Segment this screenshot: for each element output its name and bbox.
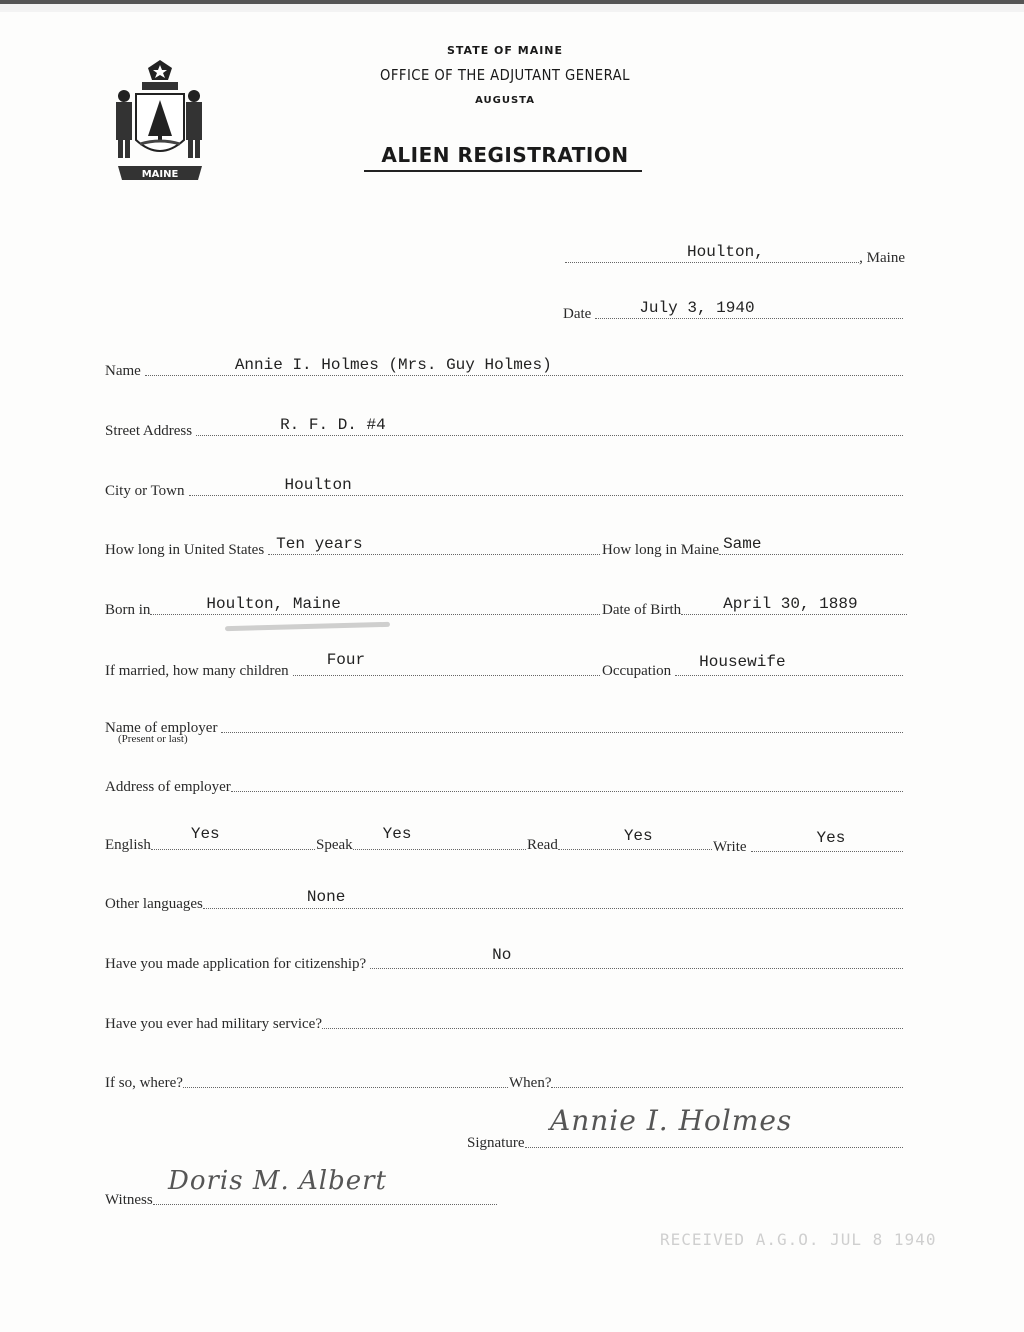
write-label: Write (713, 839, 747, 855)
city-value: Houlton (284, 476, 352, 494)
witness-value: Doris M. Albert (168, 1166, 388, 1196)
citizenship-label: Have you made application for citizenship? (105, 956, 367, 972)
date-of-birth-field[interactable] (602, 595, 907, 618)
children-value: Four (326, 651, 366, 669)
name-label: Name (105, 363, 141, 379)
when-field[interactable] (509, 1071, 903, 1091)
header-city: AUGUSTA (475, 95, 535, 106)
military-field[interactable] (105, 1012, 903, 1032)
citizenship-field[interactable] (105, 946, 903, 972)
english-label: English (105, 837, 151, 853)
scan-strip (0, 4, 1024, 12)
occupation-label: Occupation (602, 663, 672, 679)
received-stamp: RECEIVED A.G.O. JUL 8 1940 (660, 1230, 937, 1249)
place-suffix: , Maine (859, 250, 905, 266)
street-address-value: R. F. D. #4 (280, 416, 386, 434)
english-value: Yes (190, 825, 220, 843)
speak-label: Speak (316, 837, 353, 853)
speak-value: Yes (382, 825, 412, 843)
city-field[interactable] (105, 476, 903, 499)
date-value: July 3, 1940 (639, 299, 755, 317)
citizenship-value: No (492, 946, 512, 964)
how-long-us-label: How long in United States (105, 542, 265, 558)
date-of-birth-label: Date of Birth (602, 602, 682, 618)
name-value: Annie I. Holmes (Mrs. Guy Holmes) (234, 356, 552, 374)
read-field[interactable] (527, 827, 712, 853)
children-label: If married, how many children (105, 663, 289, 679)
employer-address-label: Address of employer (105, 779, 231, 795)
date-of-birth-value: April 30, 1889 (723, 595, 858, 613)
street-address-label: Street Address (105, 423, 193, 439)
how-long-maine-value: Same (723, 535, 762, 553)
employer-name-label: Name of employer (105, 720, 218, 736)
occupation-field[interactable] (602, 653, 903, 679)
where-field[interactable] (105, 1071, 508, 1091)
occupation-value: Housewife (699, 653, 786, 671)
place-value: Houlton, (687, 243, 764, 261)
read-value: Yes (623, 827, 653, 845)
how-long-maine-label: How long in Maine (602, 542, 720, 558)
state-seal-icon (108, 58, 212, 184)
form-title: ALIEN REGISTRATION (381, 143, 629, 167)
title-underline (364, 170, 642, 172)
employer-name-sublabel: (Present or last) (118, 733, 188, 745)
date-field[interactable] (563, 299, 903, 322)
where-label: If so, where? (105, 1075, 183, 1091)
city-label: City or Town (105, 483, 185, 499)
how-long-maine-field[interactable] (602, 535, 903, 558)
name-field[interactable] (105, 356, 903, 379)
employer-name-field[interactable] (105, 716, 903, 736)
other-languages-label: Other languages (105, 896, 203, 912)
children-field[interactable] (105, 651, 600, 679)
read-label: Read (527, 837, 558, 853)
street-address-field[interactable] (105, 416, 903, 439)
write-field[interactable] (713, 829, 903, 855)
how-long-us-value: Ten years (276, 535, 363, 553)
signature-label: Signature (467, 1135, 525, 1151)
born-in-label: Born in (105, 602, 151, 618)
write-value: Yes (816, 829, 846, 847)
employer-address-field[interactable] (105, 775, 903, 795)
how-long-us-field[interactable] (105, 535, 600, 558)
header-office: OFFICE OF THE ADJUTANT GENERAL (380, 66, 630, 84)
when-label: When? (509, 1075, 552, 1091)
date-label: Date (563, 306, 592, 322)
signature-value: Annie I. Holmes (550, 1104, 793, 1137)
other-languages-field[interactable] (105, 888, 903, 912)
svg-text:MAINE: MAINE (141, 169, 179, 180)
other-languages-value: None (306, 888, 346, 906)
english-field[interactable] (105, 825, 315, 853)
born-in-field[interactable] (105, 595, 600, 618)
military-label: Have you ever had military service? (105, 1016, 322, 1032)
witness-label: Witness (105, 1192, 153, 1208)
place-field[interactable] (565, 243, 905, 266)
header-state: STATE OF MAINE (446, 44, 564, 57)
born-in-value: Houlton, Maine (206, 595, 341, 613)
ink-smudge (225, 622, 390, 631)
speak-field[interactable] (316, 825, 526, 853)
